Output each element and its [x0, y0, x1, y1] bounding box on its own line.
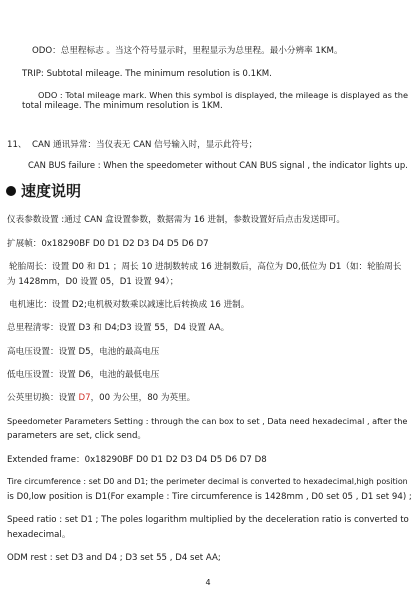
tire-circumference-en-line1: Tire circumference : set D0 and D1; the perimeter decimal is converted to hexadecimal,high position — [7, 477, 408, 486]
unit-switch-highlight: D7 — [78, 393, 91, 403]
speed-ratio-en-line1: Speed ratio : set D1 ; The poles logarithm multiplied by the deceleration ratio is converted to — [7, 515, 409, 525]
odm-reset-cn: 总里程清零：设置 D3 和 D4;D3 设置 55，D4 设置 AA。 — [7, 323, 230, 333]
speed-ratio-en-line2: hexadecimal。 — [7, 530, 71, 540]
params-setting-en-line2: parameters are set, click send。 — [7, 431, 146, 441]
odm-rest-en: ODM rest : set D3 and D4 ; D3 set 55 , D4 set AA; — [7, 553, 221, 563]
unit-switch-suffix: ，00 为公里，80 为英里。 — [90, 393, 196, 403]
high-voltage-cn: 高电压设置：设置 D5，电池的最高电压 — [7, 347, 160, 357]
trip-description-en: TRIP: Subtotal mileage. The minimum resolution is 0.1KM. — [22, 69, 272, 79]
odo-description-cn: ODO：总里程标志 。当这个符号显示时，里程显示为总里程。最小分辨率 1KM。 — [32, 46, 343, 56]
page-number: 4 — [205, 578, 211, 587]
params-setting-cn: 仪表参数设置 :通过 CAN 盒设置参数，数据需为 16 进制，参数设置好后点击发送即可。 — [7, 215, 345, 225]
section-title: 速度说明 — [21, 182, 82, 200]
tire-circumference-cn-line2: 为 1428mm，D0 设置 05，D1 设置 94）； — [7, 277, 179, 287]
params-setting-en-line1: Speedometer Parameters Setting : through the can box to set , Data need hexadecimal , after the — [7, 416, 408, 426]
unit-switch-prefix: 公英里切换：设置 — [7, 393, 79, 403]
unit-switch-cn — [7, 392, 195, 404]
low-voltage-cn: 低电压设置：设置 D6，电池的最低电压 — [7, 370, 160, 380]
bullet-icon — [6, 186, 16, 196]
tire-circumference-cn-line1: 轮胎周长：设置 D0 和 D1 ；周长 10 进制数转成 16 进制数后，高位为 D0,低位为 D1（如：轮胎周长 — [9, 262, 402, 272]
can-item-cn: CAN 通讯异常：当仪表无 CAN 信号输入时，显示此符号； — [32, 140, 258, 150]
tire-circumference-en-line2: is D0,low position is D1(For example : Tire circumference is 1428mm , D0 set 05 , D1 set 94) ; — [7, 492, 412, 502]
odo-description-en-line2: total mileage. The minimum resolution is 1KM. — [22, 101, 223, 111]
can-item-en: CAN BUS failure : When the speedometer without CAN BUS signal , the indicator lights up. — [28, 160, 408, 170]
extended-frame-cn: 扩展帧：0x18290BF D0 D1 D2 D3 D4 D5 D6 D7 — [7, 239, 209, 249]
speed-ratio-cn: 电机速比：设置 D2;电机极对数乘以减速比后转换成 16 进制。 — [9, 300, 250, 310]
odo-description-en-line1: ODO : Total mileage mark. When this symbol is displayed, the mileage is displayed as the — [38, 90, 409, 100]
can-item-number: 11、 — [7, 140, 27, 150]
section-heading — [6, 181, 81, 201]
extended-frame-en: Extended frame：0x18290BF D0 D1 D2 D3 D4 D5 D6 D7 D8 — [7, 455, 267, 465]
